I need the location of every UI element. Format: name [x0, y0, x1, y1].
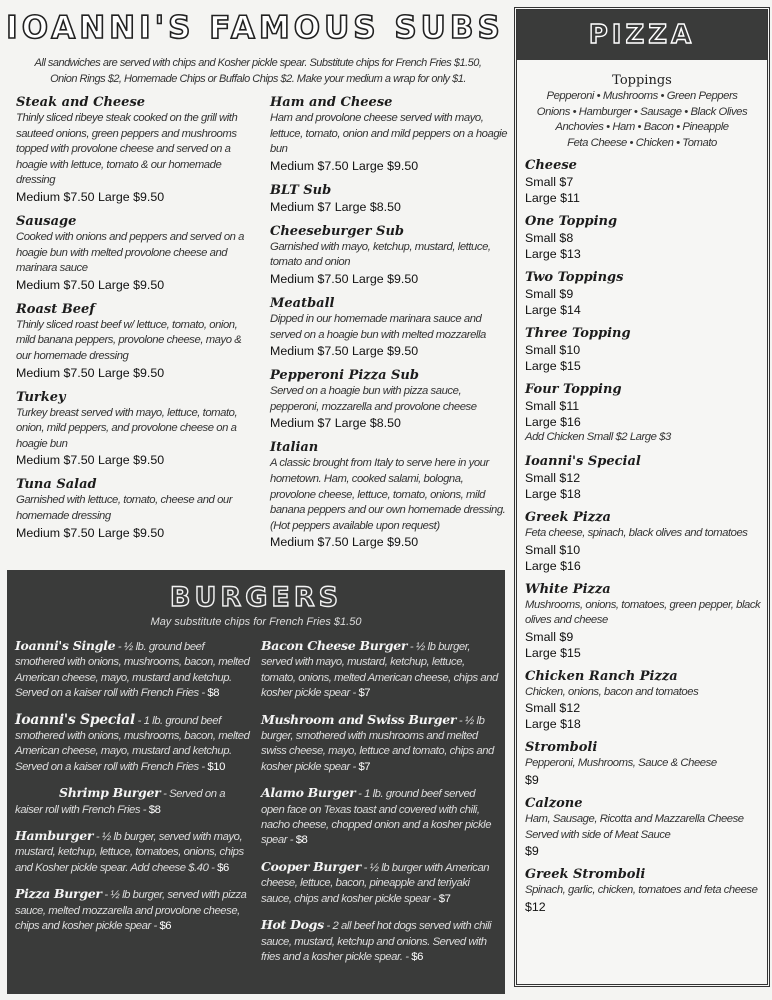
toppings-line: Pepperoni • Mushrooms • Green Peppers — [546, 90, 738, 102]
item-description: - ½ lb burger, served with pizza sauce, melted mozzarella and provolone cheese, chips and kosher pickle spear - — [15, 889, 247, 933]
item-description: - ½ lb burger, served with mayo, mustard, ketchup, lettuce, tomatoes, onions, chips and Kosher pickle spear. Add cheese $.40 - — [15, 831, 244, 874]
menu-item — [525, 453, 761, 502]
item-name: One Topping — [525, 214, 618, 230]
item-description: Chicken, onions, bacon and tomatoes — [525, 685, 699, 698]
menu-item — [525, 269, 761, 318]
item-description: Spinach, garlic, chicken, tomatoes and feta cheese — [525, 884, 758, 897]
item-description: Ham, Sausage, Ricotta and Mazzarella Cheese Served with side of Meat Sauce — [525, 812, 744, 841]
item-name: Calzone — [525, 795, 583, 811]
item-price: Large $15 — [525, 645, 581, 660]
item-description: - 1 lb. ground beef served open face on Texas toast and covered with chili, nacho cheese, chopped onion and a kosher pickle spear - — [261, 788, 492, 847]
item-price: Large $16 — [525, 558, 581, 573]
item-price: Large $16 — [525, 415, 581, 430]
item-price: Medium $7.50 Large $9.50 — [16, 189, 165, 204]
burger-item — [261, 917, 499, 965]
menu-item — [525, 795, 761, 859]
item-price: $6 — [217, 861, 229, 874]
item-description: Pepperoni, Mushrooms, Sauce & Cheese — [525, 757, 717, 770]
item-name: Four Topping — [525, 382, 622, 398]
menu-item — [270, 223, 508, 287]
item-name: Three Topping — [525, 326, 631, 342]
burger-item — [15, 638, 253, 702]
item-description: Feta cheese, spinach, black olives and tomatoes — [525, 526, 748, 539]
item-description: - ½ lb burger, smothered with mushrooms and melted swiss cheese, mayo, lettuce and tomato, chips and kosher pickle spear - — [261, 714, 494, 773]
item-price: Small $8 — [525, 231, 574, 246]
burgers-title: BURGERS — [169, 582, 343, 613]
item-name: Italian — [270, 440, 319, 456]
item-price: Medium $7.50 Large $9.50 — [16, 525, 165, 540]
item-price: Small $12 — [525, 701, 581, 716]
item-price: $9 — [525, 772, 539, 787]
item-name: Ham and Cheese — [270, 95, 393, 110]
item-price: $7 — [438, 892, 451, 905]
item-price: Medium $7.50 Large $9.50 — [270, 271, 419, 286]
item-price: Medium $7.50 Large $9.50 — [16, 453, 165, 468]
item-description: Cooked with onions and peppers and served on a hoagie bun with melted provolone cheese and marinara sauce — [16, 230, 245, 275]
item-description: Garnished with mayo, ketchup, mustard, lettuce, tomato and onion — [270, 240, 491, 269]
menu-item — [525, 739, 761, 788]
menu-item — [270, 367, 508, 431]
burger-item — [15, 828, 253, 876]
item-description: Dipped in our homemade marinara sauce and served on a hoagie bun with melted mozzarella — [270, 312, 486, 341]
item-price: $7 — [358, 687, 371, 700]
menu-item — [525, 866, 761, 915]
menu-item — [525, 381, 761, 446]
burgers-right-column — [261, 638, 499, 975]
menu-item — [525, 581, 761, 661]
pizza-items — [517, 151, 767, 914]
menu-item — [270, 295, 508, 359]
item-description: - ½ lb burger with American cheese, lettuce, bacon, pineapple and teriyaki sauce, chips and kosher pickle spear - — [261, 861, 490, 905]
menu-item — [16, 94, 258, 205]
item-price: Medium $7.50 Large $9.50 — [16, 277, 165, 292]
item-name: Alamo Burger — [261, 785, 356, 801]
toppings-line: Feta Cheese • Chicken • Tomato — [567, 136, 717, 149]
burger-item — [15, 886, 253, 934]
item-price: $8 — [148, 803, 161, 816]
menu-item — [525, 213, 761, 262]
item-price: Medium $7.50 Large $9.50 — [270, 535, 419, 550]
item-price: Large $11 — [525, 191, 580, 206]
item-name: Pizza Burger — [15, 886, 102, 902]
item-name: Tuna Salad — [16, 477, 97, 493]
item-price: Large $18 — [525, 717, 581, 732]
item-name: Two Toppings — [525, 270, 624, 286]
item-price: $8 — [207, 687, 220, 700]
item-name: Ioanni's Special — [525, 453, 641, 469]
item-price: $12 — [525, 899, 546, 914]
item-price: Small $7 — [525, 175, 574, 190]
item-name: Hamburger — [15, 828, 94, 844]
burgers-subtitle: May substitute chips for French Fries $1.50 — [150, 616, 362, 628]
item-name: Sausage — [16, 213, 77, 229]
item-description: Thinly sliced ribeye steak cooked on the grill with sauteed onions, green peppers and mushrooms topped with provolone cheese and served on a hoagie with lettuce, tomato & our homemade dressing — [16, 112, 238, 187]
burger-item — [261, 712, 499, 776]
toppings-line: Onions • Hamburger • Sausage • Black Olives — [536, 105, 748, 118]
menu-item — [270, 182, 508, 215]
item-price: Medium $7.50 Large $9.50 — [270, 344, 419, 359]
item-description: - Served on a kaiser roll with French Fries - — [15, 788, 226, 816]
item-name: Mushroom and Swiss Burger — [261, 711, 457, 727]
item-price: $10 — [207, 760, 225, 773]
item-description: - ½ lb burger, served with mayo, mustard, ketchup, lettuce, tomato, onions, melted American cheese, chips and kosher pickle spear - — [261, 641, 498, 700]
menu-item — [525, 668, 761, 733]
burger-item — [261, 638, 499, 702]
menu-item — [16, 213, 258, 293]
toppings-line: Anchovies • Ham • Bacon • Pineapple — [555, 121, 729, 134]
menu-item — [525, 509, 761, 574]
item-description: Garnished with lettuce, tomato, cheese and our homemade dressing — [16, 494, 233, 522]
intro-line: All sandwiches are served with chips and Kosher pickle spear. Substitute chips for French Fries $1.50, — [34, 57, 482, 69]
item-name: Cheeseburger Sub — [270, 223, 404, 239]
item-price: Large $18 — [525, 486, 581, 501]
item-price: Small $10 — [525, 343, 581, 358]
burger-item — [15, 785, 253, 818]
item-name: Ioanni's Special — [15, 711, 135, 728]
item-description: Turkey breast served with mayo, lettuce, tomato, onion, mild peppers, and provolone cheese on a hoagie bun — [16, 406, 238, 450]
item-price: Small $12 — [525, 470, 581, 485]
item-price: Small $11 — [525, 399, 580, 414]
toppings-list — [517, 89, 767, 151]
item-price: Large $13 — [525, 247, 581, 262]
item-price: Large $15 — [525, 359, 581, 374]
item-name: Hot Dogs — [261, 917, 324, 933]
menu-item — [270, 439, 508, 550]
item-description: - ½ lb. ground beef smothered with onions, mushrooms, bacon, melted American cheese, mayo, mustard and ketchup. Served on a kaiser roll with French Fries - — [15, 641, 250, 700]
menu-item — [525, 325, 761, 374]
item-price: Large $14 — [525, 303, 581, 318]
item-price: $8 — [295, 834, 308, 847]
item-price: Medium $7.50 Large $9.50 — [270, 158, 419, 173]
item-name: Turkey — [16, 389, 66, 405]
item-price: Medium $7 Large $8.50 — [270, 199, 401, 214]
menu-item — [270, 94, 508, 174]
item-name: White Pizza — [525, 581, 611, 597]
item-note: Add Chicken Small $2 Large $3 — [525, 431, 671, 444]
intro-line: Onion Rings $2, Homemade Chips or Buffalo Chips $2. Make your medium a wrap for only $1. — [50, 73, 466, 85]
item-description: - 1 lb. ground beef smothered with onions, mushrooms, bacon, melted American cheese, mayo, mustard and ketchup. Served on a kaiser roll with French Fries - — [15, 714, 250, 773]
burgers-left-column — [15, 638, 253, 945]
burger-item — [15, 712, 253, 776]
menu-item — [16, 301, 258, 381]
subs-left-column — [16, 94, 258, 549]
item-price: Medium $7.50 Large $9.50 — [16, 365, 165, 380]
menu-item — [16, 389, 258, 469]
item-name: Steak and Cheese — [16, 95, 146, 110]
toppings-title: Toppings — [612, 73, 672, 88]
item-name: Bacon Cheese Burger — [261, 638, 408, 653]
item-description: Mushrooms, onions, tomatoes, green pepper, black olives and cheese — [525, 598, 761, 627]
item-price: $7 — [358, 760, 371, 773]
item-name: Roast Beef — [16, 301, 95, 317]
subs-right-column — [270, 94, 508, 558]
item-description: - 2 all beef hot dogs served with chili sauce, mustard, ketchup and onions. Served with fries and a kosher pickle spear. - — [261, 920, 492, 963]
pizza-title: PIZZA — [517, 10, 767, 60]
item-price: Small $9 — [525, 629, 574, 644]
item-price: $6 — [159, 920, 172, 933]
item-name: Greek Stromboli — [525, 867, 646, 883]
item-price: $9 — [525, 844, 539, 859]
burger-item — [261, 785, 499, 849]
item-name: Cooper Burger — [261, 858, 361, 874]
item-price: Medium $7 Large $8.50 — [270, 416, 401, 431]
item-description: A classic brought from Italy to serve here in your hometown. Ham, cooked salami, bologna, provolone cheese, lettuce, tomato, onions, mild banana peppers and our own homemade dressing. (Hot peppers available upon request) — [270, 457, 506, 532]
item-name: Meatball — [270, 295, 335, 311]
item-description: Served on a hoagie bun with pizza sauce, pepperoni, mozzarella and provolone cheese — [270, 385, 477, 413]
item-name: BLT Sub — [270, 182, 332, 198]
subs-intro — [6, 55, 510, 87]
item-name: Cheese — [525, 158, 577, 174]
burgers-section — [7, 570, 505, 994]
item-name: Chicken Ranch Pizza — [525, 668, 678, 684]
item-price: Small $9 — [525, 287, 574, 302]
burger-item — [261, 859, 499, 907]
item-name: Pepperoni Pizza Sub — [270, 368, 419, 384]
item-price: $6 — [411, 950, 423, 963]
pizza-section — [514, 7, 770, 987]
item-price: Small $10 — [525, 542, 581, 557]
item-name: Greek Pizza — [525, 509, 611, 525]
item-name: Shrimp Burger — [59, 785, 161, 801]
menu-item — [525, 157, 761, 206]
item-description: Thinly sliced roast beef w/ lettuce, tomato, onion, mild banana peppers, provolone cheese, mayo & our homemade dressing — [16, 318, 242, 362]
menu-item — [16, 476, 258, 540]
item-name: Ioanni's Single — [15, 638, 116, 653]
item-name: Stromboli — [525, 740, 598, 756]
item-description: Ham and provolone cheese served with mayo, lettuce, tomato, onion and mild peppers on a hoagie bun — [270, 112, 508, 156]
subs-title: IOANNI'S FAMOUS SUBS — [6, 10, 504, 46]
